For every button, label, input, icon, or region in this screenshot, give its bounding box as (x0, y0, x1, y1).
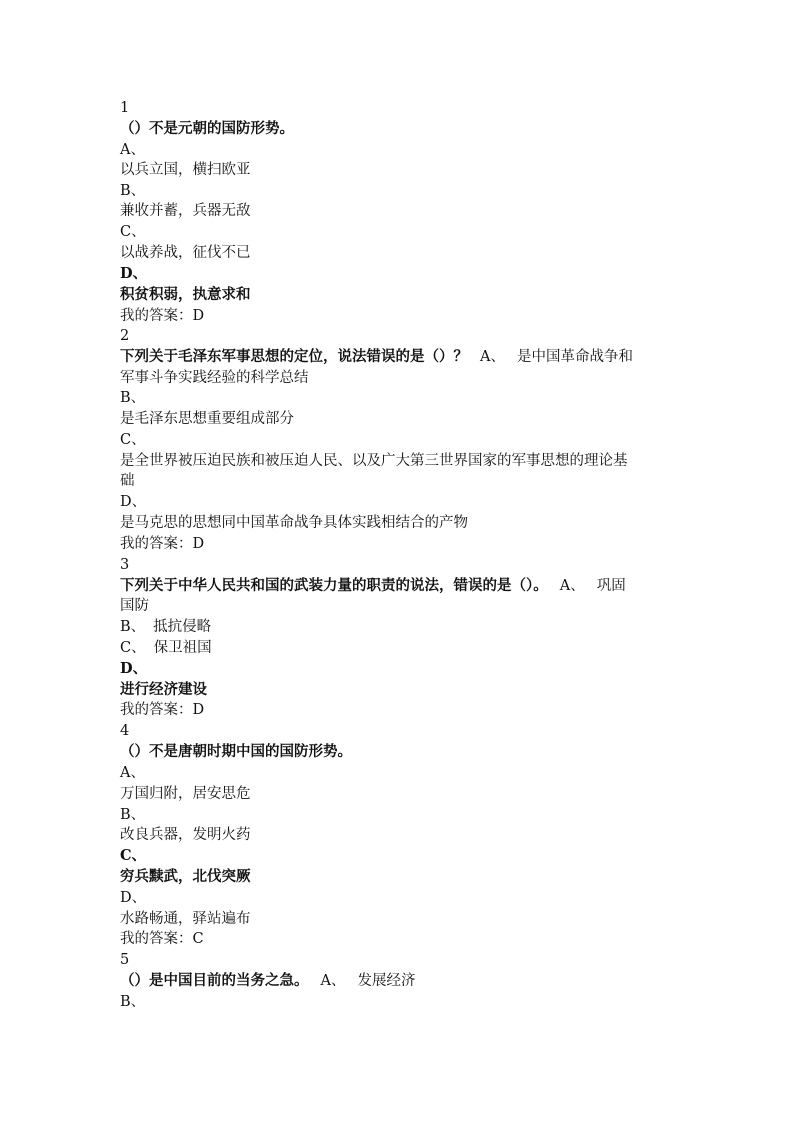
option-label: C、 (120, 432, 146, 448)
option-label: A、 (120, 765, 145, 781)
option-label: C、 (120, 640, 146, 656)
option-label: B、 (120, 390, 146, 406)
option-text: 是毛泽东思想重要组成部分 (120, 411, 294, 427)
option-label: A、 (320, 973, 346, 989)
option-text: 是全世界被压迫民族和被压迫人民、以及广大第三世界国家的军事思想的理论基 (120, 453, 628, 469)
option-text: 以战养战，征伐不已 (120, 245, 251, 261)
my-answer: 我的答案：D (120, 536, 205, 552)
option-label: C、 (120, 224, 146, 240)
question-number: 2 (120, 328, 130, 344)
option-label: C、 (120, 847, 147, 864)
option-text: 积贫积弱，执意求和 (120, 286, 251, 303)
option-text: 穷兵黩武，北伐突厥 (120, 868, 251, 885)
option-line (120, 617, 211, 637)
option-label: A、 (559, 578, 585, 594)
question-line (120, 347, 633, 367)
option-text: 以兵立国，横扫欧亚 (120, 162, 251, 178)
my-answer: 我的答案：D (120, 702, 205, 718)
my-answer: 我的答案：C (120, 931, 204, 947)
my-answer: 我的答案：D (120, 308, 205, 324)
option-label: D、 (120, 494, 147, 510)
option-label: D、 (120, 890, 147, 906)
question-text: （）不是元朝的国防形势。 (120, 120, 294, 137)
option-text: 保卫祖国 (153, 640, 212, 656)
question-number: 4 (120, 723, 130, 739)
option-label: D、 (120, 265, 148, 282)
option-text: 改良兵器，发明火药 (120, 827, 251, 843)
option-label: B、 (120, 807, 146, 823)
question-number: 5 (120, 952, 130, 968)
question-text: 下列关于中华人民共和国的武装力量的职责的说法，错误的是（）。 (120, 577, 548, 594)
question-text: （）是中国目前的当务之急。 (120, 972, 309, 989)
question-text: 下列关于毛泽东军事思想的定位，说法错误的是（）？ (120, 348, 468, 365)
option-label: D、 (120, 660, 148, 677)
option-text: 发展经济 (357, 973, 416, 989)
option-text: 抵抗侵略 (153, 619, 212, 635)
option-label: B、 (120, 994, 146, 1010)
option-text: 兼收并蓄，兵器无敌 (120, 203, 251, 219)
option-line (120, 638, 212, 658)
option-text: 础 (120, 473, 135, 489)
option-text: 是中国革命战争和 (516, 349, 633, 365)
option-text: 是马克思的思想同中国革命战争具体实践相结合的产物 (120, 515, 468, 531)
option-text: 巩固 (596, 578, 626, 594)
option-text: 水路畅通，驿站遍布 (120, 911, 251, 927)
option-text: 国防 (120, 598, 149, 614)
option-label: B、 (120, 619, 146, 635)
question-number: 1 (120, 100, 130, 116)
option-text: 军事斗争实践经验的科学总结 (120, 370, 309, 386)
option-text: 进行经济建设 (120, 681, 207, 698)
option-text: 万国归附，居安思危 (120, 786, 251, 802)
question-line (120, 576, 626, 596)
question-line (120, 971, 415, 991)
option-label: A、 (120, 142, 145, 158)
question-text: （）不是唐朝时期中国的国防形势。 (120, 743, 352, 760)
question-number: 3 (120, 557, 130, 573)
option-label: B、 (120, 183, 146, 199)
option-label: A、 (480, 349, 505, 365)
